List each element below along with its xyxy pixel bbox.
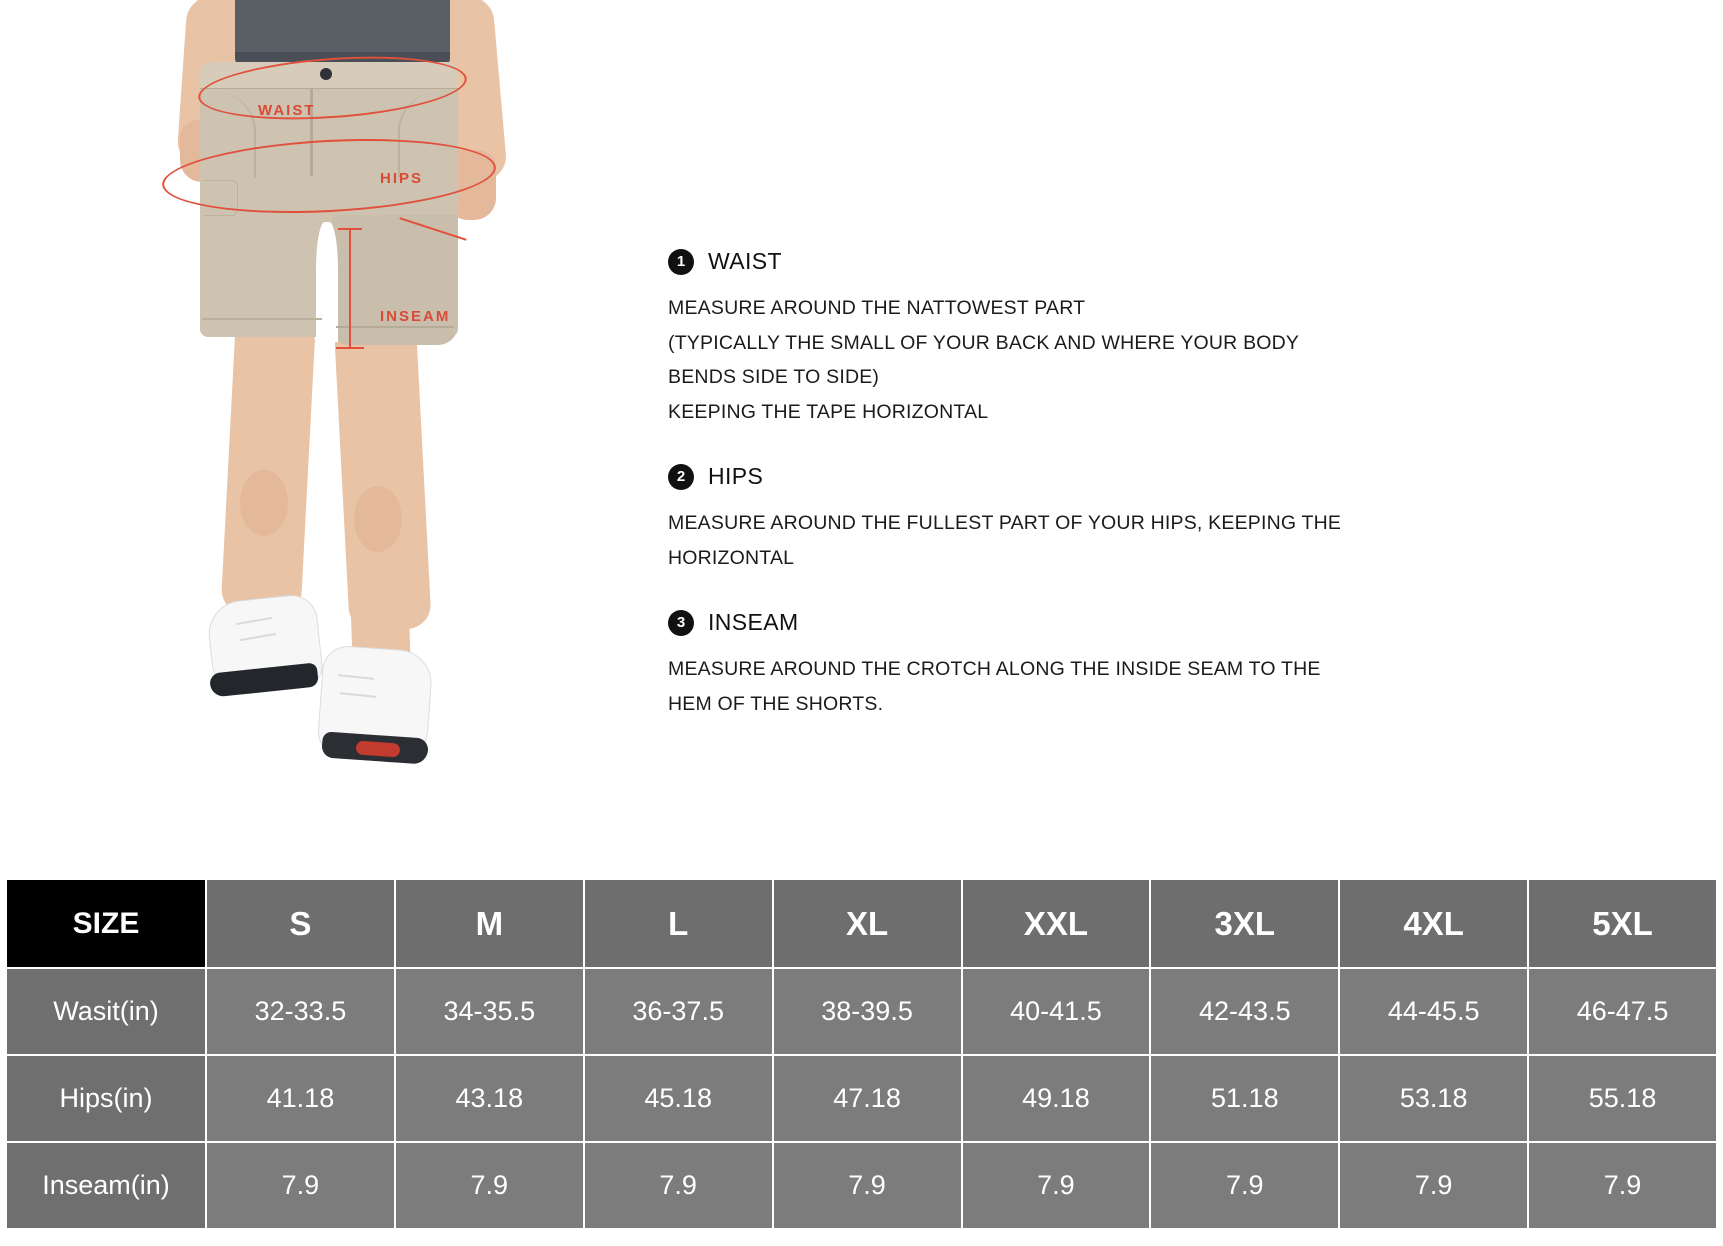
cell-waist-m: 34-35.5 xyxy=(395,968,584,1055)
cell-hips-m: 43.18 xyxy=(395,1055,584,1142)
cell-waist-3xl: 42-43.5 xyxy=(1150,968,1339,1055)
instruction-line: KEEPING THE TAPE HORIZONTAL xyxy=(668,400,989,423)
cell-hips-3xl: 51.18 xyxy=(1150,1055,1339,1142)
cell-hips-xl: 47.18 xyxy=(773,1055,962,1142)
cell-inseam-5xl: 7.9 xyxy=(1528,1142,1717,1229)
table-row xyxy=(6,968,1717,1055)
cell-inseam-xxl: 7.9 xyxy=(962,1142,1151,1229)
table-corner-header: SIZE xyxy=(6,879,206,968)
cell-hips-4xl: 53.18 xyxy=(1339,1055,1528,1142)
model-right-leg xyxy=(334,328,432,632)
instruction-title: HIPS xyxy=(708,463,764,489)
shorts-crotch-notch xyxy=(316,222,338,342)
cell-waist-xxl: 40-41.5 xyxy=(962,968,1151,1055)
cell-inseam-3xl: 7.9 xyxy=(1150,1142,1339,1229)
cell-waist-4xl: 44-45.5 xyxy=(1339,968,1528,1055)
instruction-line: HORIZONTAL xyxy=(668,546,795,569)
table-row xyxy=(6,1055,1717,1142)
instruction-line: (TYPICALLY THE SMALL OF YOUR BACK AND WHERE YOUR BODY xyxy=(668,331,1300,354)
cell-inseam-4xl: 7.9 xyxy=(1339,1142,1528,1229)
cell-waist-xl: 38-39.5 xyxy=(773,968,962,1055)
cell-inseam-l: 7.9 xyxy=(584,1142,773,1229)
cell-hips-xxl: 49.18 xyxy=(962,1055,1151,1142)
instruction-line: MEASURE AROUND THE CROTCH ALONG THE INSIDE SEAM TO THE xyxy=(668,658,1321,680)
inseam-label: INSEAM xyxy=(380,308,451,325)
instruction-title: INSEAM xyxy=(708,609,799,635)
instruction-line: MEASURE AROUND THE NATTOWEST PART xyxy=(668,297,1086,319)
column-header-3xl: 3XL xyxy=(1150,879,1339,968)
row-header-hips: Hips(in) xyxy=(6,1055,206,1142)
row-header-inseam: Inseam(in) xyxy=(6,1142,206,1229)
step-number-badge: 2 xyxy=(668,464,694,490)
column-header-m: M xyxy=(395,879,584,968)
instruction-heading xyxy=(668,248,1568,275)
column-header-5xl: 5XL xyxy=(1528,879,1717,968)
row-header-waist: Wasit(in) xyxy=(6,968,206,1055)
cell-waist-l: 36-37.5 xyxy=(584,968,773,1055)
cell-inseam-s: 7.9 xyxy=(206,1142,395,1229)
cell-waist-s: 32-33.5 xyxy=(206,968,395,1055)
cell-hips-l: 45.18 xyxy=(584,1055,773,1142)
instruction-inseam xyxy=(668,609,1568,721)
shorts-left-hem xyxy=(202,318,322,320)
column-header-xxl: XXL xyxy=(962,879,1151,968)
instruction-line: BENDS SIDE TO SIDE) xyxy=(668,366,880,388)
cell-waist-5xl: 46-47.5 xyxy=(1528,968,1717,1055)
step-number-badge: 1 xyxy=(668,249,694,275)
instruction-hips xyxy=(668,463,1568,575)
instructions-panel xyxy=(668,248,1568,721)
instruction-waist xyxy=(668,248,1568,429)
cell-inseam-m: 7.9 xyxy=(395,1142,584,1229)
instruction-heading xyxy=(668,609,1568,636)
cell-hips-s: 41.18 xyxy=(206,1055,395,1142)
waist-label: WAIST xyxy=(258,102,316,119)
cell-hips-5xl: 55.18 xyxy=(1528,1055,1717,1142)
left-knee-shade xyxy=(240,470,288,536)
cell-inseam-xl: 7.9 xyxy=(773,1142,962,1229)
step-number-badge: 3 xyxy=(668,610,694,636)
table-header-row xyxy=(6,879,1717,968)
column-header-xl: XL xyxy=(773,879,962,968)
instruction-line: HEM OF THE SHORTS. xyxy=(668,692,884,715)
inseam-tick-bottom xyxy=(336,347,364,349)
column-header-4xl: 4XL xyxy=(1339,879,1528,968)
table-row xyxy=(6,1142,1717,1229)
right-knee-shade xyxy=(354,486,402,552)
instruction-line: MEASURE AROUND THE FULLEST PART OF YOUR HIPS, KEEPING THE xyxy=(668,512,1342,534)
size-chart-table xyxy=(5,878,1718,1230)
instruction-title: WAIST xyxy=(708,248,782,274)
measurement-illustration xyxy=(140,0,560,878)
shorts-right-hem xyxy=(336,326,454,328)
column-header-l: L xyxy=(584,879,773,968)
instruction-heading xyxy=(668,463,1568,490)
right-shoe-accent xyxy=(356,740,401,757)
column-header-s: S xyxy=(206,879,395,968)
hips-label: HIPS xyxy=(380,170,424,187)
inseam-measure-line xyxy=(349,228,351,348)
